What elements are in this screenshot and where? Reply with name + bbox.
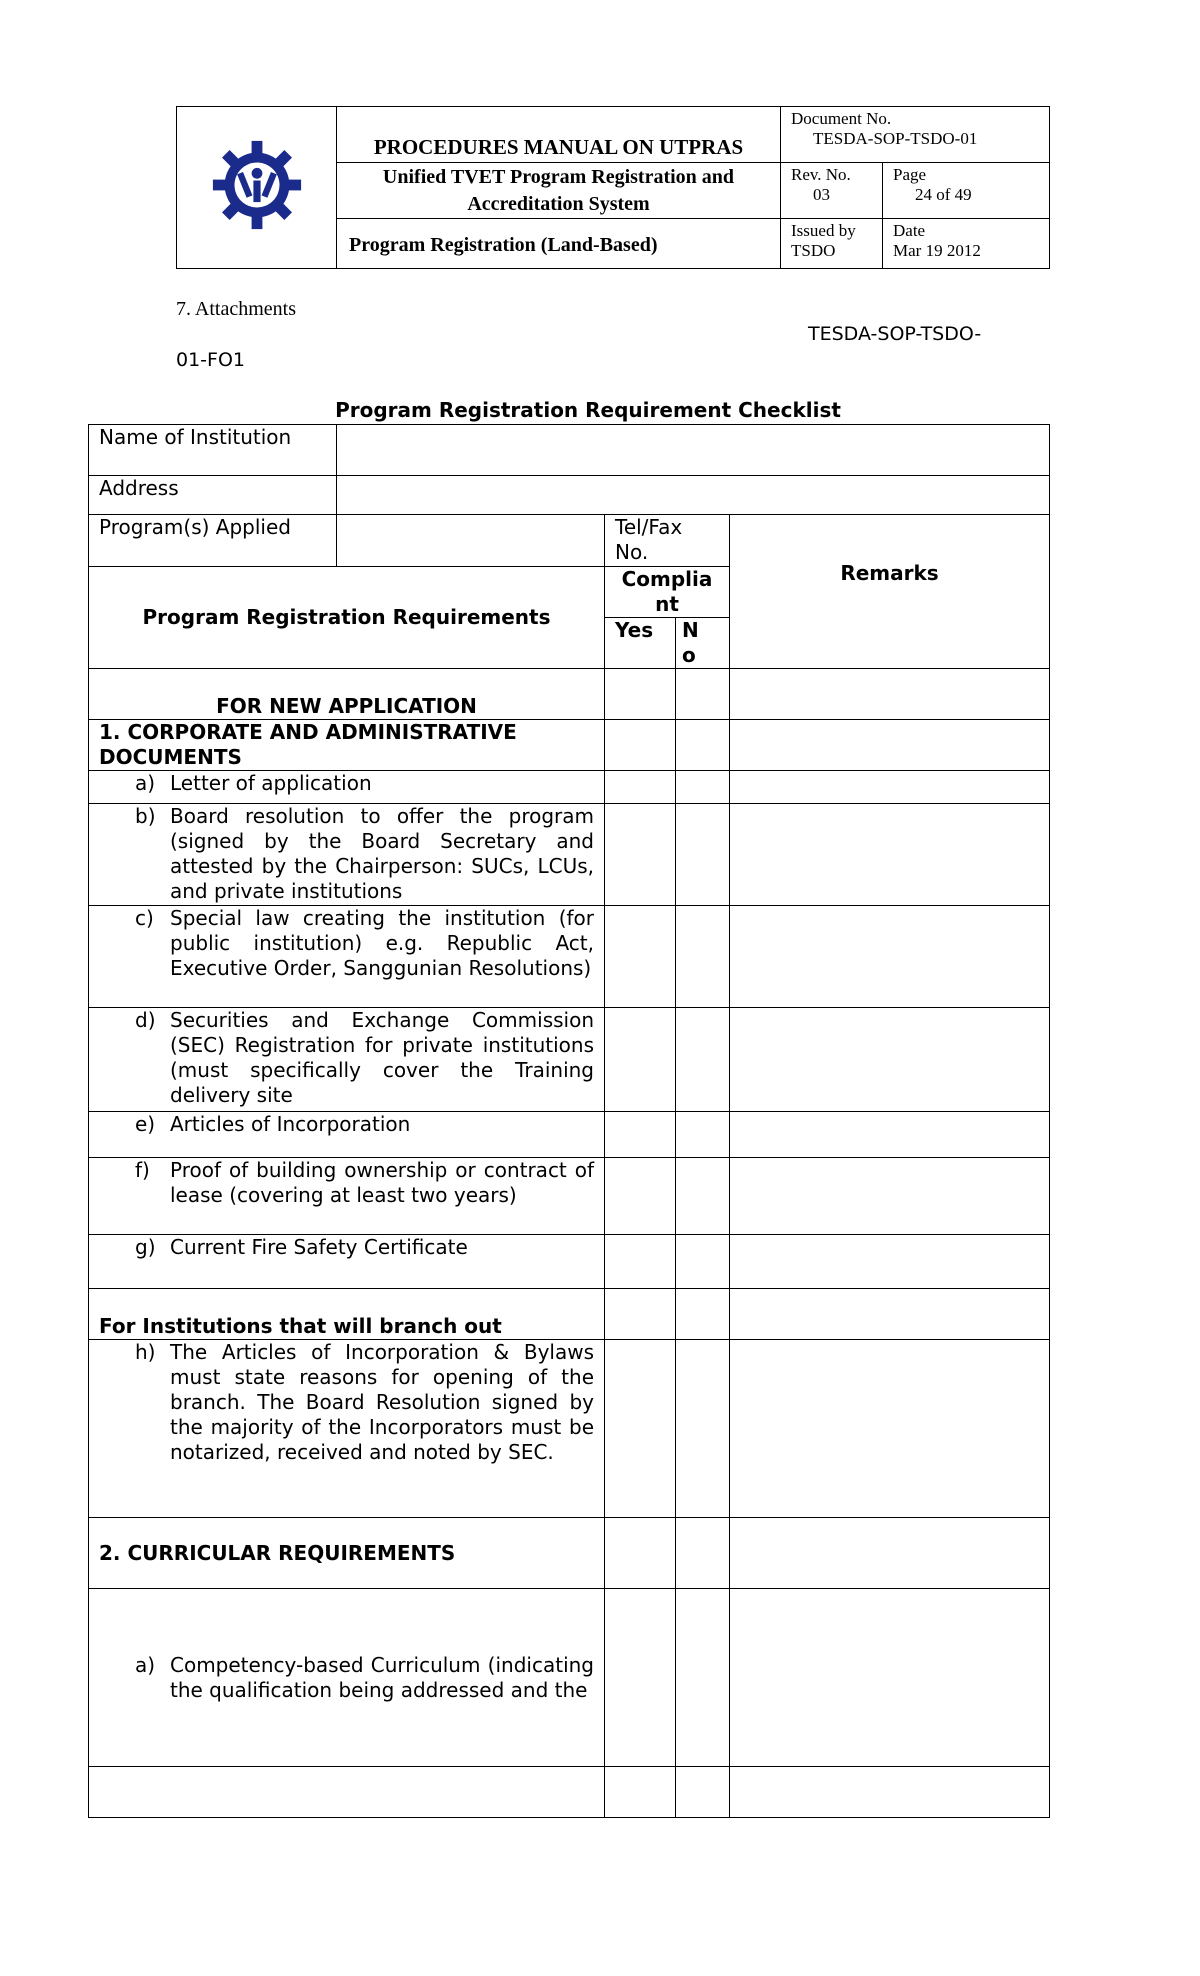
no-checkbox[interactable] bbox=[676, 771, 730, 804]
remarks-cell[interactable] bbox=[730, 1767, 1050, 1818]
page-label: Page bbox=[893, 165, 927, 184]
revision-value: 03 bbox=[813, 185, 830, 204]
date-value: Mar 19 2012 bbox=[893, 241, 981, 260]
yes-checkbox[interactable] bbox=[605, 1589, 676, 1767]
remarks-cell[interactable] bbox=[730, 906, 1050, 1008]
requirements-checklist-table bbox=[88, 424, 1050, 1818]
yes-checkbox[interactable] bbox=[605, 771, 676, 804]
remarks-cell[interactable] bbox=[730, 1235, 1050, 1289]
table-row bbox=[89, 1235, 1050, 1289]
no-line-1: N bbox=[682, 618, 699, 642]
table-row bbox=[89, 669, 1050, 720]
institution-name-label: Name of Institution bbox=[89, 425, 337, 476]
item-text: Current Fire Safety Certificate bbox=[170, 1235, 468, 1259]
new-application-heading: FOR NEW APPLICATION bbox=[89, 669, 605, 720]
no-checkbox[interactable] bbox=[676, 1767, 730, 1818]
yes-checkbox[interactable] bbox=[605, 1008, 676, 1112]
no-checkbox[interactable] bbox=[676, 1340, 730, 1518]
item-letter: b) bbox=[135, 804, 156, 828]
remarks-cell[interactable] bbox=[730, 720, 1050, 771]
tesda-logo-cell bbox=[177, 107, 337, 269]
table-row bbox=[89, 1008, 1050, 1112]
item-letter: a) bbox=[135, 771, 156, 795]
item-letter: e) bbox=[135, 1112, 156, 1136]
manual-title: PROCEDURES MANUAL ON UTPRAS bbox=[337, 107, 781, 163]
attachments-heading: 7. Attachments bbox=[176, 298, 296, 320]
remarks-cell[interactable] bbox=[730, 771, 1050, 804]
revision-label: Rev. No. bbox=[791, 165, 851, 184]
remarks-cell[interactable] bbox=[730, 1589, 1050, 1767]
corporate-documents-heading bbox=[89, 720, 605, 771]
requirement-item-g bbox=[89, 1235, 605, 1289]
empty-requirement-cell bbox=[89, 1767, 605, 1818]
remarks-cell[interactable] bbox=[730, 1340, 1050, 1518]
table-row bbox=[89, 906, 1050, 1008]
no-checkbox[interactable] bbox=[676, 804, 730, 906]
curricular-requirements-heading: 2. CURRICULAR REQUIREMENTS bbox=[89, 1518, 605, 1589]
subtitle-line-2: Accreditation System bbox=[467, 192, 650, 215]
table-row bbox=[89, 1589, 1050, 1767]
item-text: Special law creating the institution (for public institution) e.g. Republic Act, Executive Order, Sanggunian Resolutions) bbox=[170, 906, 594, 980]
no-column-header bbox=[676, 618, 730, 669]
yes-checkbox[interactable] bbox=[605, 1518, 676, 1589]
no-checkbox[interactable] bbox=[676, 1289, 730, 1340]
revision-cell bbox=[781, 163, 883, 219]
yes-checkbox[interactable] bbox=[605, 1767, 676, 1818]
remarks-cell[interactable] bbox=[730, 1289, 1050, 1340]
no-checkbox[interactable] bbox=[676, 720, 730, 771]
item-text: Articles of Incorporation bbox=[170, 1112, 411, 1136]
table-row bbox=[89, 1340, 1050, 1518]
tesda-logo-icon bbox=[212, 139, 302, 231]
requirement-item-d bbox=[89, 1008, 605, 1112]
item-letter: a) bbox=[135, 1652, 156, 1677]
yes-checkbox[interactable] bbox=[605, 906, 676, 1008]
no-checkbox[interactable] bbox=[676, 1158, 730, 1235]
table-row bbox=[89, 1158, 1050, 1235]
item-text: Securities and Exchange Commission (SEC) Registration for private institutions (must specifically cover the Training delivery site bbox=[170, 1008, 594, 1107]
remarks-cell[interactable] bbox=[730, 1518, 1050, 1589]
document-number-value: TESDA-SOP-TSDO-01 bbox=[813, 129, 978, 148]
yes-column-header: Yes bbox=[605, 618, 676, 669]
table-row bbox=[89, 720, 1050, 771]
telfax-line-2: No. bbox=[615, 540, 649, 564]
institution-name-field[interactable] bbox=[337, 425, 1050, 476]
yes-checkbox[interactable] bbox=[605, 1289, 676, 1340]
item-text: The Articles of Incorporation & Bylaws must state reasons for opening of the branch. The Board Resolution signed by the majority of the Incorporators must be notarized, received and noted by SEC. bbox=[170, 1340, 594, 1464]
no-checkbox[interactable] bbox=[676, 669, 730, 720]
form-code-part-2: 01-FO1 bbox=[176, 349, 246, 371]
document-number-label: Document No. bbox=[791, 109, 892, 128]
issued-by-value: TSDO bbox=[791, 241, 836, 260]
requirement-item-e bbox=[89, 1112, 605, 1158]
no-checkbox[interactable] bbox=[676, 1112, 730, 1158]
table-row bbox=[89, 771, 1050, 804]
no-checkbox[interactable] bbox=[676, 1589, 730, 1767]
document-header bbox=[176, 106, 1050, 269]
item-text: Proof of building ownership or contract of lease (covering at least two years) bbox=[170, 1158, 594, 1207]
item-text: Letter of application bbox=[170, 771, 372, 795]
document-number-cell bbox=[781, 107, 1050, 163]
address-label: Address bbox=[89, 476, 337, 515]
requirements-header: Program Registration Requirements bbox=[89, 567, 605, 669]
item-letter: g) bbox=[135, 1235, 156, 1259]
remarks-cell[interactable] bbox=[730, 804, 1050, 906]
item-letter: h) bbox=[135, 1340, 156, 1364]
requirement-item-b bbox=[89, 804, 605, 906]
compliant-line-2: nt bbox=[655, 592, 679, 616]
system-subtitle bbox=[337, 163, 781, 219]
programs-applied-field[interactable] bbox=[337, 515, 605, 567]
requirement-item-f bbox=[89, 1158, 605, 1235]
item-text: Competency-based Curriculum (indicating the qualification being addressed and the bbox=[170, 1652, 594, 1702]
page-cell bbox=[883, 163, 1050, 219]
yes-checkbox[interactable] bbox=[605, 1235, 676, 1289]
table-row bbox=[89, 1112, 1050, 1158]
table-row bbox=[89, 1767, 1050, 1818]
remarks-cell[interactable] bbox=[730, 1158, 1050, 1235]
curricular-item-a bbox=[89, 1589, 605, 1767]
remarks-header: Remarks bbox=[730, 515, 1050, 669]
section-title: Program Registration (Land-Based) bbox=[337, 219, 781, 269]
remarks-cell[interactable] bbox=[730, 1112, 1050, 1158]
yes-checkbox[interactable] bbox=[605, 804, 676, 906]
requirement-item-a bbox=[89, 771, 605, 804]
no-checkbox[interactable] bbox=[676, 906, 730, 1008]
branch-out-heading: For Institutions that will branch out bbox=[89, 1289, 605, 1340]
remarks-cell[interactable] bbox=[730, 669, 1050, 720]
no-line-2: o bbox=[682, 643, 696, 667]
yes-checkbox[interactable] bbox=[605, 1340, 676, 1518]
item-letter: f) bbox=[135, 1158, 150, 1182]
yes-checkbox[interactable] bbox=[605, 669, 676, 720]
issued-by-cell bbox=[781, 219, 883, 269]
date-cell bbox=[883, 219, 1050, 269]
issued-by-label: Issued by bbox=[791, 221, 856, 240]
corporate-heading-line-1: 1. CORPORATE AND ADMINISTRATIVE bbox=[99, 720, 517, 744]
yes-checkbox[interactable] bbox=[605, 720, 676, 771]
requirement-item-c bbox=[89, 906, 605, 1008]
form-code-part-1: TESDA-SOP-TSDO- bbox=[808, 323, 982, 345]
address-field[interactable] bbox=[337, 476, 1050, 515]
corporate-heading-line-2: DOCUMENTS bbox=[99, 745, 242, 769]
remarks-cell[interactable] bbox=[730, 1008, 1050, 1112]
item-text: Board resolution to offer the program (signed by the Board Secretary and attested by the Chairperson: SUCs, LCUs, and private institutions bbox=[170, 804, 594, 903]
subtitle-line-1: Unified TVET Program Registration and bbox=[382, 165, 735, 188]
date-label: Date bbox=[893, 221, 926, 240]
requirement-item-h bbox=[89, 1340, 605, 1518]
yes-checkbox[interactable] bbox=[605, 1158, 676, 1235]
checklist-title: Program Registration Requirement Checklist bbox=[335, 398, 841, 422]
yes-checkbox[interactable] bbox=[605, 1112, 676, 1158]
table-row bbox=[89, 1289, 1050, 1340]
programs-applied-label: Program(s) Applied bbox=[89, 515, 337, 567]
item-letter: c) bbox=[135, 906, 154, 930]
no-checkbox[interactable] bbox=[676, 1518, 730, 1589]
compliant-header bbox=[605, 567, 730, 618]
table-row bbox=[89, 804, 1050, 906]
no-checkbox[interactable] bbox=[676, 1235, 730, 1289]
no-checkbox[interactable] bbox=[676, 1008, 730, 1112]
telfax-label bbox=[605, 515, 730, 567]
table-row bbox=[89, 1518, 1050, 1589]
item-letter: d) bbox=[135, 1008, 156, 1032]
page-value: 24 of 49 bbox=[915, 185, 972, 204]
compliant-line-1: Complia bbox=[621, 567, 713, 591]
telfax-line-1: Tel/Fax bbox=[615, 515, 683, 539]
